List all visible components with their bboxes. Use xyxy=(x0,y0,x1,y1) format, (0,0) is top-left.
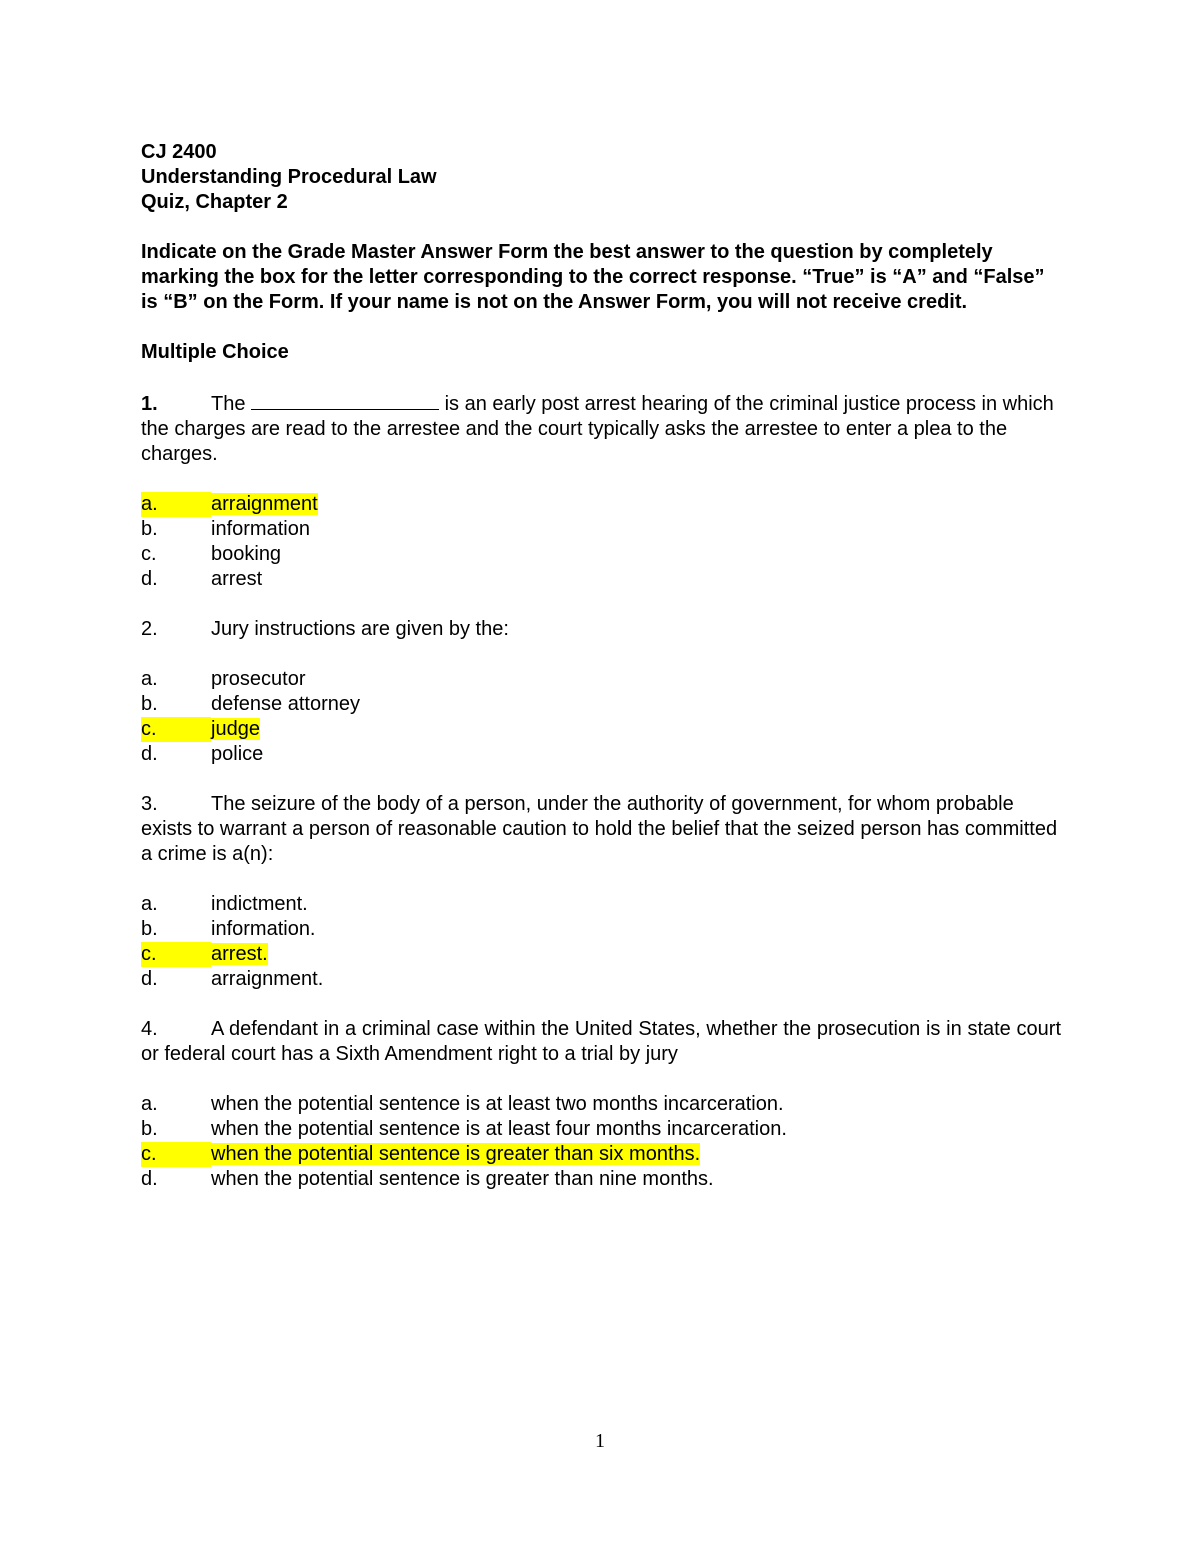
quiz-title: Quiz, Chapter 2 xyxy=(141,191,288,213)
option-a xyxy=(141,492,1061,517)
answer-blank xyxy=(251,390,439,410)
option-letter: c. xyxy=(141,717,211,742)
option-letter: a. xyxy=(141,668,158,690)
option-letter: b. xyxy=(141,1118,158,1140)
option-letter: c. xyxy=(141,1142,211,1167)
option-a xyxy=(141,667,1061,692)
question-number: 1. xyxy=(141,393,158,415)
option-d xyxy=(141,567,1061,592)
option-letter: b. xyxy=(141,518,158,540)
option-b xyxy=(141,917,1061,942)
option-list xyxy=(141,667,1061,767)
question-number: 3. xyxy=(141,793,158,815)
option-letter: a. xyxy=(141,492,211,517)
page-number: 1 xyxy=(595,1430,605,1452)
option-text: information. xyxy=(211,918,316,940)
option-list xyxy=(141,1092,1061,1192)
option-text: arraignment xyxy=(211,493,318,515)
option-text: arraignment. xyxy=(211,968,324,990)
question-number: 4. xyxy=(141,1018,158,1040)
option-list xyxy=(141,492,1061,592)
option-text: defense attorney xyxy=(211,693,360,715)
question-text-after: is an early post arrest hearing of the criminal justice process in which the charges are read to the arrestee and the court typically asks the arrestee to enter a plea to the charges. xyxy=(141,393,1054,465)
option-text: when the potential sentence is greater than nine months. xyxy=(211,1168,714,1190)
option-c xyxy=(141,717,1061,742)
question-text-before: The xyxy=(211,393,246,415)
option-text: prosecutor xyxy=(211,668,306,690)
section-title: Multiple Choice xyxy=(141,341,289,363)
course-title: Understanding Procedural Law xyxy=(141,166,437,188)
option-text: indictment. xyxy=(211,893,308,915)
option-c xyxy=(141,942,1061,967)
option-letter: c. xyxy=(141,543,157,565)
option-text: judge xyxy=(211,718,260,740)
option-d xyxy=(141,742,1061,767)
option-text: information xyxy=(211,518,310,540)
instructions: Indicate on the Grade Master Answer Form the best answer to the question by completely marking the box for the letter corresponding to the correct response. “True” is “A” and “False” is “B” on the Form. If your name is not on the Answer Form, you will not receive credit. xyxy=(141,241,1045,313)
option-letter: d. xyxy=(141,743,158,765)
question-text: A defendant in a criminal case within the United States, whether the prosecution is in state court or federal court has a Sixth Amendment right to a trial by jury xyxy=(141,1018,1061,1065)
option-letter: d. xyxy=(141,1168,158,1190)
option-c xyxy=(141,1142,1061,1167)
option-b xyxy=(141,692,1061,717)
question-text: The seizure of the body of a person, under the authority of government, for whom probable exists to warrant a person of reasonable caution to hold the belief that the seized person has committed a crime is a(n): xyxy=(141,793,1058,865)
option-letter: c. xyxy=(141,942,211,967)
course-code: CJ 2400 xyxy=(141,141,217,163)
option-c xyxy=(141,542,1061,567)
question-number: 2. xyxy=(141,618,158,640)
option-list xyxy=(141,892,1061,992)
option-text: police xyxy=(211,743,264,765)
option-d xyxy=(141,1167,1061,1192)
option-b xyxy=(141,517,1061,542)
question-2 xyxy=(141,617,1061,767)
question-1 xyxy=(141,390,1061,592)
question-4 xyxy=(141,1017,1061,1192)
option-a xyxy=(141,892,1061,917)
option-letter: d. xyxy=(141,968,158,990)
option-text: when the potential sentence is at least four months incarceration. xyxy=(211,1118,787,1140)
question-text: Jury instructions are given by the: xyxy=(211,618,509,640)
option-letter: b. xyxy=(141,693,158,715)
option-letter: b. xyxy=(141,918,158,940)
option-letter: a. xyxy=(141,1093,158,1115)
document-content xyxy=(141,140,1061,1192)
option-b xyxy=(141,1117,1061,1142)
option-letter: a. xyxy=(141,893,158,915)
option-text: arrest. xyxy=(211,943,268,965)
option-text: when the potential sentence is greater than six months. xyxy=(211,1143,701,1165)
question-3 xyxy=(141,792,1061,992)
option-text: booking xyxy=(211,543,282,565)
option-a xyxy=(141,1092,1061,1117)
option-letter: d. xyxy=(141,568,158,590)
option-d xyxy=(141,967,1061,992)
option-text: when the potential sentence is at least two months incarceration. xyxy=(211,1093,784,1115)
document-header xyxy=(141,140,1061,215)
option-text: arrest xyxy=(211,568,263,590)
